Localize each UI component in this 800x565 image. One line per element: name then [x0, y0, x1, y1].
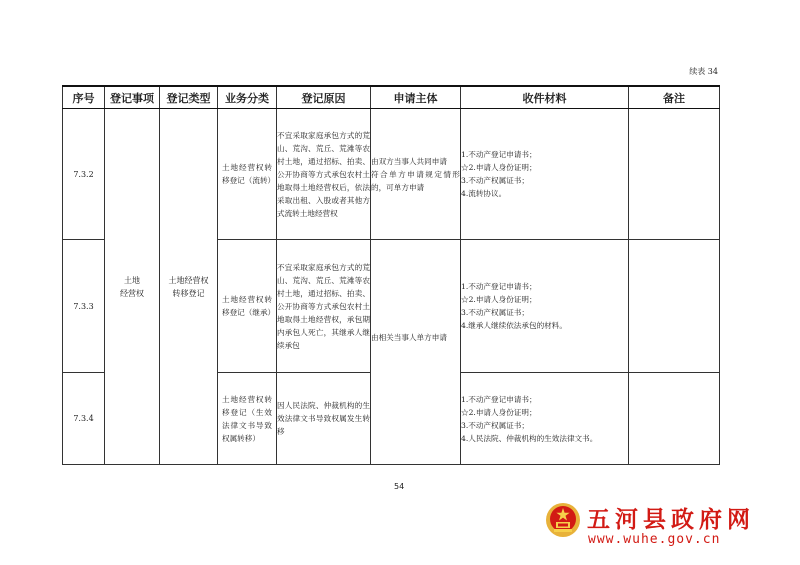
registration-reason: 因人民法院、仲裁机构的生效法律文书导致权属发生转移 — [277, 373, 371, 465]
remarks — [629, 240, 720, 373]
header-no: 序号 — [63, 86, 105, 109]
materials — [461, 109, 629, 240]
header-subject: 申请主体 — [371, 86, 461, 109]
continuation-label: 续表 34 — [689, 67, 718, 76]
business-category: 土地经营权转移登记（流转） — [218, 109, 277, 240]
material-item: 3.不动产权属证书； — [461, 308, 529, 317]
materials — [461, 240, 629, 373]
header-remarks: 备注 — [629, 86, 720, 109]
material-item: 1.不动产登记申请书； — [461, 394, 537, 404]
header-materials: 收件材料 — [461, 86, 629, 109]
subject-line: 由相关当事人单方申请 — [371, 332, 447, 342]
site-name: 五河县政府网 — [587, 507, 755, 533]
material-item: 1.不动产登记申请书； — [461, 150, 537, 159]
header-row — [63, 86, 720, 109]
material-item: ☆2.申请人身份证明； — [461, 295, 537, 304]
header-item: 登记事项 — [105, 86, 160, 109]
registration-type: 土地经营权 转移登记 — [160, 109, 218, 465]
registration-reason: 不宜采取家庭承包方式的荒山、荒沟、荒丘、荒滩等农村土地，通过招标、拍卖、公开协商等方式承包农村土地取得土地经营权，承包期内承包人死亡，其继承人继续承包 — [277, 240, 371, 373]
remarks — [629, 109, 720, 240]
row-no: 7.3.3 — [63, 240, 105, 373]
registration-table — [62, 85, 720, 465]
remarks — [629, 373, 720, 465]
applicant-subject — [371, 240, 461, 465]
material-item: ☆2.申请人身份证明； — [461, 163, 537, 172]
applicant-subject — [371, 109, 461, 240]
material-item: ☆2.申请人身份证明； — [461, 407, 537, 417]
registration-reason: 不宜采取家庭承包方式的荒山、荒沟、荒丘、荒滩等农村土地，通过招标、拍卖、公开协商等方式承包农村土地取得土地经营权后，依法采取出租、入股或者其他方式流转土地经营权 — [277, 109, 371, 240]
material-item: 4.流转协议。 — [461, 189, 507, 198]
business-category: 土地经营权转移登记（继承） — [218, 240, 277, 373]
header-category: 业务分类 — [218, 86, 277, 109]
header-reason: 登记原因 — [277, 86, 371, 109]
material-item: 3.不动产权属证书； — [461, 420, 529, 430]
table-row — [63, 109, 720, 240]
site-url[interactable]: www.wuhe.gov.cn — [588, 532, 721, 547]
business-category: 土地经营权转移登记（生效法律文书导致权属转移） — [218, 373, 277, 465]
subject-line: 符合单方申请规定情形的，可单方申请 — [371, 169, 460, 192]
material-item: 3.不动产权属证书； — [461, 176, 529, 185]
header-type: 登记类型 — [160, 86, 218, 109]
material-item: 4.继承人继续依法承包的材料。 — [461, 321, 567, 330]
material-item: 4.人民法院、仲裁机构的生效法律文书。 — [461, 433, 598, 443]
row-no: 7.3.4 — [63, 373, 105, 465]
subject-line: 由双方当事人共同申请 — [371, 156, 447, 166]
material-item: 1.不动产登记申请书； — [461, 282, 537, 291]
materials — [461, 373, 629, 465]
row-no: 7.3.2 — [63, 109, 105, 240]
national-emblem-icon — [545, 502, 581, 538]
page-number: 54 — [394, 482, 405, 491]
registration-item: 土地 经营权 — [105, 109, 160, 465]
